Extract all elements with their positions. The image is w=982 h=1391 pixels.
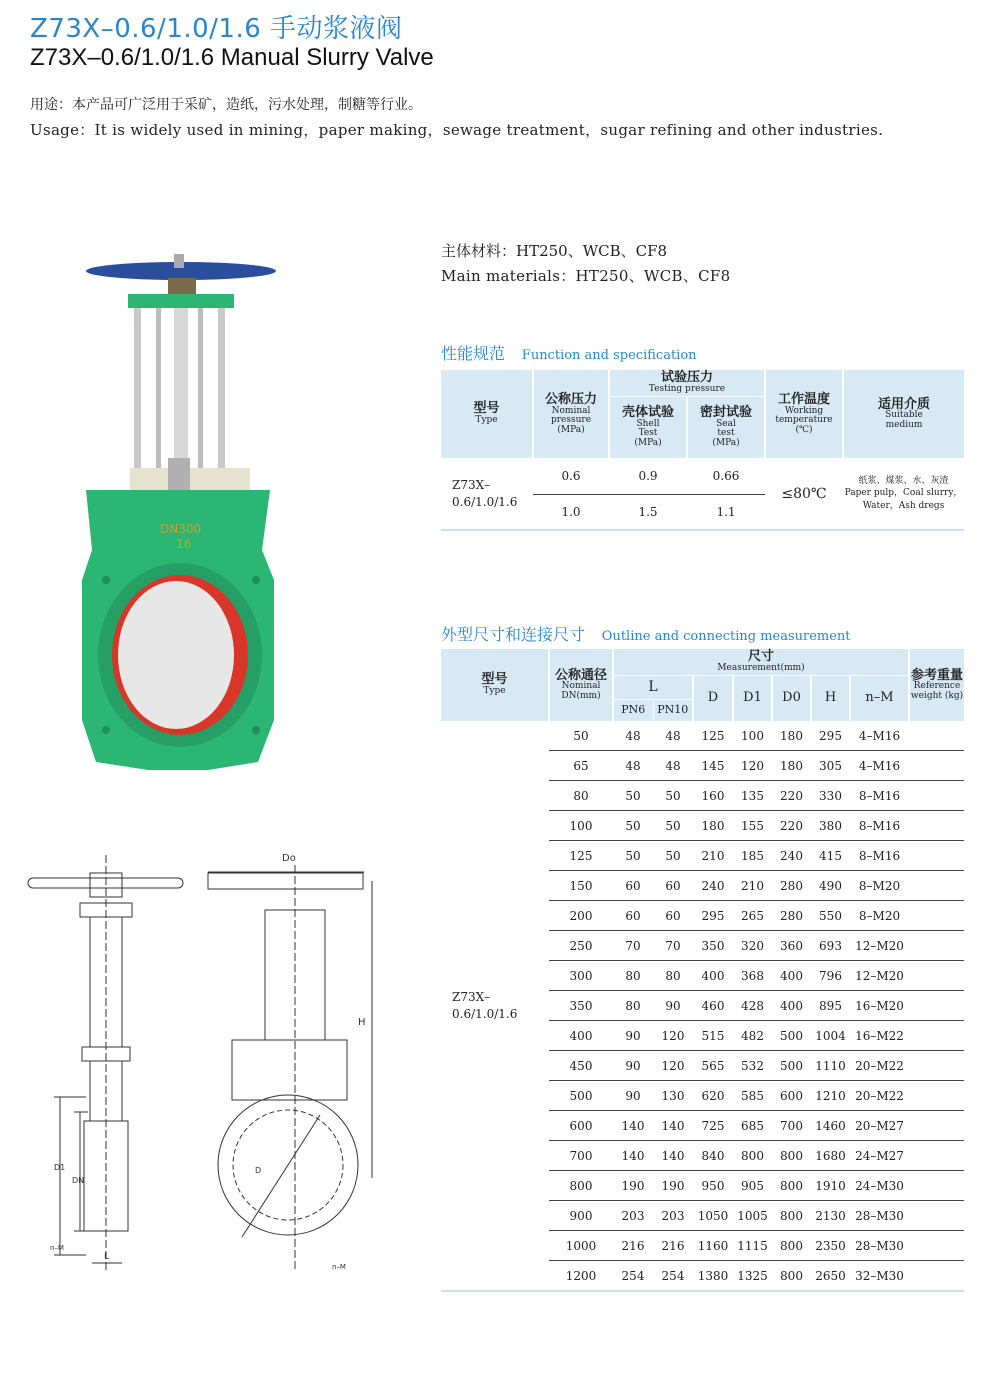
cell-d0: 220 [772, 811, 811, 841]
cell-d: 1050 [693, 1201, 733, 1231]
cell-h: 330 [811, 781, 850, 811]
cell-d1: 210 [733, 871, 772, 901]
cell-l-pn10: 60 [653, 901, 693, 931]
cell-d0: 800 [772, 1171, 811, 1201]
spec-head-temp-en3: (℃) [795, 424, 813, 435]
cell-nm: 8–M16 [850, 841, 909, 871]
cell-d: 1160 [693, 1231, 733, 1261]
title-cn: Z73X–0.6/1.0/1.6 手动浆液阀 [30, 14, 403, 44]
cell-d1: 800 [733, 1141, 772, 1171]
cell-nm: 24–M27 [850, 1141, 909, 1171]
outline-head-type [441, 649, 549, 721]
cell-dn: 400 [549, 1021, 613, 1051]
cell-d1: 185 [733, 841, 772, 871]
cell-nm: 28–M30 [850, 1231, 909, 1261]
valve-photo [78, 250, 308, 770]
technical-drawing [20, 845, 420, 1285]
cell-nm: 4–M16 [850, 751, 909, 781]
spec-head-shell-en1: Shell [636, 418, 660, 429]
cell-l-pn10: 254 [653, 1261, 693, 1292]
cell-dn: 350 [549, 991, 613, 1021]
cell-d1: 368 [733, 961, 772, 991]
cell-l-pn6: 60 [613, 901, 653, 931]
cell-l-pn10: 50 [653, 841, 693, 871]
cell-l-pn6: 48 [613, 721, 653, 751]
cell-dn: 900 [549, 1201, 613, 1231]
cell-d0: 700 [772, 1111, 811, 1141]
cell-l-pn10: 50 [653, 811, 693, 841]
cell-d0: 500 [772, 1021, 811, 1051]
outline-head-dn [549, 649, 613, 721]
spec-head-seal [687, 396, 765, 458]
cell-nm: 32–M30 [850, 1261, 909, 1292]
label-d1: D1 [54, 1163, 66, 1172]
cell-l-pn6: 140 [613, 1111, 653, 1141]
cell-l-pn10: 216 [653, 1231, 693, 1261]
outline-head-weight-cn: 参考重量 [910, 667, 963, 683]
cell-l-pn10: 80 [653, 961, 693, 991]
spec-head-type-cn: 型号 [473, 401, 500, 417]
spec-head-pn [533, 370, 609, 458]
cell-l-pn6: 70 [613, 931, 653, 961]
cell-h: 550 [811, 901, 850, 931]
cell-weight [909, 1021, 964, 1051]
cell-h: 693 [811, 931, 850, 961]
cell-d1: 482 [733, 1021, 772, 1051]
cell-d: 1380 [693, 1261, 733, 1292]
cell-h: 895 [811, 991, 850, 1021]
cell-l-pn6: 90 [613, 1051, 653, 1081]
outline-head-h: H [811, 675, 850, 721]
cell-l-pn6: 50 [613, 811, 653, 841]
outline-head-dn-en2: DN(mm) [561, 690, 601, 701]
spec-head-pn-en1: Nominal [551, 405, 591, 416]
cell-dn: 80 [549, 781, 613, 811]
cell-nm: 16–M22 [850, 1021, 909, 1051]
cell-l-pn6: 140 [613, 1141, 653, 1171]
cell-l-pn10: 60 [653, 871, 693, 901]
outline-head-pn10: PN10 [653, 699, 693, 721]
spec-head-seal-en2: test [717, 428, 735, 439]
cell-l-pn10: 140 [653, 1141, 693, 1171]
outline-table-body [441, 721, 964, 1291]
cell-l-pn6: 90 [613, 1081, 653, 1111]
cell-d: 145 [693, 751, 733, 781]
cell-d: 160 [693, 781, 733, 811]
cell-weight [909, 1141, 964, 1171]
cell-d0: 180 [772, 751, 811, 781]
cell-nm: 16–M20 [850, 991, 909, 1021]
spec-seal-1: 1.1 [687, 494, 765, 530]
cell-l-pn10: 48 [653, 721, 693, 751]
outline-title-cn: 外型尺寸和连接尺寸 [441, 625, 586, 644]
cell-l-pn6: 203 [613, 1201, 653, 1231]
cell-d1: 1325 [733, 1261, 772, 1292]
cell-h: 2130 [811, 1201, 850, 1231]
label-nm-right: n–M [332, 1263, 346, 1271]
usage-en: Usage：It is widely used in mining，paper making，sewage treatment，sugar refining and other industries. [30, 121, 884, 139]
cell-d0: 280 [772, 901, 811, 931]
table-row [441, 721, 964, 751]
cell-nm: 20–M22 [850, 1081, 909, 1111]
cell-dn: 250 [549, 931, 613, 961]
cell-d: 515 [693, 1021, 733, 1051]
cell-h: 2650 [811, 1261, 850, 1292]
cell-d1: 685 [733, 1111, 772, 1141]
spec-medium-cn: 纸浆、煤浆、水、灰渣 [858, 476, 949, 487]
materials-cn: 主体材料：HT250、WCB、CF8 [441, 242, 668, 260]
spec-head-temp-en1: Working [784, 405, 824, 416]
cell-h: 1460 [811, 1111, 850, 1141]
cell-d0: 180 [772, 721, 811, 751]
cell-dn: 450 [549, 1051, 613, 1081]
spec-head-pn-en2: pressure [550, 415, 592, 426]
cell-nm: 8–M16 [850, 781, 909, 811]
spec-head-medium-en2: medium [885, 419, 923, 430]
cell-nm: 8–M20 [850, 871, 909, 901]
cell-d: 350 [693, 931, 733, 961]
cell-d1: 265 [733, 901, 772, 931]
cell-weight [909, 901, 964, 931]
cell-d1: 532 [733, 1051, 772, 1081]
outline-head-d: D [693, 675, 733, 721]
cell-nm: 20–M22 [850, 1051, 909, 1081]
cell-d: 180 [693, 811, 733, 841]
cell-h: 2350 [811, 1231, 850, 1261]
spec-head-temp-cn: 工作温度 [777, 392, 830, 408]
spec-head-temp [765, 370, 843, 458]
outline-head-type-en: Type [483, 686, 506, 697]
spec-head-pn-cn: 公称压力 [544, 392, 597, 408]
spec-head-test-en: Testing pressure [648, 383, 726, 394]
outline-head-size-cn: 尺寸 [747, 649, 774, 665]
cell-h: 1680 [811, 1141, 850, 1171]
cell-d1: 905 [733, 1171, 772, 1201]
spec-medium-cell [843, 458, 964, 530]
outline-head-d0: D0 [772, 675, 811, 721]
label-d: D [255, 1166, 262, 1175]
cell-nm: 8–M20 [850, 901, 909, 931]
cell-d0: 800 [772, 1141, 811, 1171]
cell-l-pn6: 80 [613, 991, 653, 1021]
cell-l-pn6: 216 [613, 1231, 653, 1261]
cell-l-pn10: 190 [653, 1171, 693, 1201]
cell-nm: 12–M20 [850, 931, 909, 961]
spec-seal-0: 0.66 [687, 458, 765, 494]
cell-d: 400 [693, 961, 733, 991]
spec-head-test [609, 370, 765, 396]
cell-h: 1910 [811, 1171, 850, 1201]
cell-d: 950 [693, 1171, 733, 1201]
spec-head-seal-en3: (MPa) [712, 437, 740, 448]
cell-dn: 800 [549, 1171, 613, 1201]
cell-weight [909, 1051, 964, 1081]
cell-l-pn6: 60 [613, 871, 653, 901]
cell-d: 295 [693, 901, 733, 931]
cell-weight [909, 721, 964, 751]
cell-l-pn10: 120 [653, 1021, 693, 1051]
cell-l-pn10: 48 [653, 751, 693, 781]
cell-l-pn6: 50 [613, 841, 653, 871]
spec-head-shell-en2: Test [638, 428, 658, 439]
cell-d0: 800 [772, 1231, 811, 1261]
cell-weight [909, 931, 964, 961]
cell-dn: 200 [549, 901, 613, 931]
cell-d0: 220 [772, 781, 811, 811]
outline-model-cell [441, 721, 549, 1291]
spec-medium-en2: Water，Ash dregs [862, 500, 945, 511]
cell-d: 125 [693, 721, 733, 751]
outline-head-weight-en2: weight (kg) [910, 690, 964, 701]
cell-d0: 500 [772, 1051, 811, 1081]
cell-weight [909, 1171, 964, 1201]
cell-l-pn10: 130 [653, 1081, 693, 1111]
cell-d1: 320 [733, 931, 772, 961]
cell-weight [909, 1111, 964, 1141]
outline-model-line1: Z73X– [452, 990, 491, 1005]
cell-d0: 360 [772, 931, 811, 961]
cell-d1: 100 [733, 721, 772, 751]
cell-dn: 700 [549, 1141, 613, 1171]
cell-nm: 8–M16 [850, 811, 909, 841]
cell-dn: 125 [549, 841, 613, 871]
cell-weight [909, 1231, 964, 1261]
cell-weight [909, 841, 964, 871]
spec-head-shell-cn: 壳体试验 [621, 405, 674, 421]
cell-d: 240 [693, 871, 733, 901]
cell-h: 295 [811, 721, 850, 751]
cell-l-pn10: 140 [653, 1111, 693, 1141]
label-nm-left: n–M [50, 1244, 64, 1252]
cell-l-pn6: 90 [613, 1021, 653, 1051]
cell-dn: 1000 [549, 1231, 613, 1261]
cell-l-pn6: 254 [613, 1261, 653, 1292]
cell-d1: 135 [733, 781, 772, 811]
outline-head-weight [909, 649, 964, 721]
cell-h: 796 [811, 961, 850, 991]
cell-d: 210 [693, 841, 733, 871]
title-en: Z73X–0.6/1.0/1.6 Manual Slurry Valve [30, 44, 434, 71]
outline-head-d1: D1 [733, 675, 772, 721]
cell-l-pn6: 48 [613, 751, 653, 781]
cell-dn: 65 [549, 751, 613, 781]
cell-weight [909, 751, 964, 781]
cell-d1: 155 [733, 811, 772, 841]
cell-dn: 300 [549, 961, 613, 991]
materials-en: Main materials：HT250、WCB、CF8 [441, 267, 731, 285]
outline-head-size-en: Measurement(mm) [717, 662, 805, 673]
spec-medium-en1: Paper pulp，Coal slurry， [844, 488, 963, 499]
cell-weight [909, 781, 964, 811]
casting-text: DN300 [160, 522, 202, 536]
cell-nm: 28–M30 [850, 1201, 909, 1231]
cell-d0: 400 [772, 961, 811, 991]
spec-shell-1: 1.5 [609, 494, 687, 530]
cell-weight [909, 991, 964, 1021]
label-dn: DN [72, 1176, 85, 1185]
casting-text-2: 16 [176, 537, 192, 551]
cell-l-pn6: 50 [613, 781, 653, 811]
spec-head-type-en: Type [475, 415, 498, 426]
cell-d: 840 [693, 1141, 733, 1171]
spec-temp: ≤80℃ [765, 458, 843, 530]
label-do: Do [282, 853, 296, 864]
cell-dn: 1200 [549, 1261, 613, 1292]
cell-h: 1210 [811, 1081, 850, 1111]
spec-title-cn: 性能规范 [441, 344, 506, 363]
outline-head-size [613, 649, 909, 675]
spec-head-test-cn: 试验压力 [660, 370, 713, 386]
outline-head-weight-en1: Reference [913, 681, 961, 692]
outline-head-pn6: PN6 [613, 699, 653, 721]
cell-h: 305 [811, 751, 850, 781]
spec-head-medium [843, 370, 964, 458]
cell-dn: 500 [549, 1081, 613, 1111]
cell-d1: 585 [733, 1081, 772, 1111]
label-l: L [104, 1252, 110, 1262]
cell-nm: 4–M16 [850, 721, 909, 751]
cell-d1: 428 [733, 991, 772, 1021]
outline-head-l: L [613, 675, 693, 699]
cell-d0: 400 [772, 991, 811, 1021]
cell-d1: 120 [733, 751, 772, 781]
cell-nm: 24–M30 [850, 1171, 909, 1201]
cell-weight [909, 1201, 964, 1231]
cell-d1: 1115 [733, 1231, 772, 1261]
cell-l-pn6: 80 [613, 961, 653, 991]
outline-table [441, 649, 964, 1292]
spec-head-shell [609, 396, 687, 458]
spec-title-en: Function and specification [521, 348, 697, 363]
cell-h: 380 [811, 811, 850, 841]
outline-model-line2: 0.6/1.0/1.6 [452, 1006, 518, 1021]
cell-h: 1004 [811, 1021, 850, 1051]
spec-head-seal-cn: 密封试验 [699, 405, 752, 421]
spec-head-temp-en2: temperature [775, 415, 833, 426]
spec-model-cell [441, 458, 533, 530]
cell-d: 725 [693, 1111, 733, 1141]
cell-nm: 20–M27 [850, 1111, 909, 1141]
spec-pn-1: 1.0 [533, 494, 609, 530]
outline-head-dn-en1: Nominal [561, 681, 601, 692]
label-h: H [358, 1017, 366, 1028]
outline-head-dn-cn: 公称通径 [554, 667, 607, 683]
cell-weight [909, 871, 964, 901]
cell-weight [909, 961, 964, 991]
cell-d0: 280 [772, 871, 811, 901]
cell-nm: 12–M20 [850, 961, 909, 991]
cell-d0: 240 [772, 841, 811, 871]
cell-d1: 1005 [733, 1201, 772, 1231]
spec-section-title [441, 341, 697, 364]
cell-h: 1110 [811, 1051, 850, 1081]
cell-weight [909, 1261, 964, 1292]
cell-dn: 100 [549, 811, 613, 841]
outline-title-en: Outline and connecting measurement [601, 629, 851, 644]
spec-table [441, 370, 964, 531]
cell-weight [909, 1081, 964, 1111]
spec-head-medium-en1: Suitable [885, 410, 923, 421]
cell-l-pn10: 70 [653, 931, 693, 961]
cell-d0: 800 [772, 1261, 811, 1292]
spec-head-shell-en3: (MPa) [634, 437, 662, 448]
spec-shell-0: 0.9 [609, 458, 687, 494]
spec-head-medium-cn: 适用介质 [877, 396, 930, 412]
cell-dn: 600 [549, 1111, 613, 1141]
cell-h: 415 [811, 841, 850, 871]
cell-h: 490 [811, 871, 850, 901]
cell-d: 460 [693, 991, 733, 1021]
outline-section-title [441, 622, 851, 645]
spec-model-line2: 0.6/1.0/1.6 [452, 494, 518, 509]
cell-d: 620 [693, 1081, 733, 1111]
usage-cn: 用途：本产品可广泛用于采矿，造纸，污水处理，制糖等行业。 [30, 97, 422, 113]
cell-l-pn10: 203 [653, 1201, 693, 1231]
cell-l-pn10: 120 [653, 1051, 693, 1081]
cell-d0: 600 [772, 1081, 811, 1111]
cell-d: 565 [693, 1051, 733, 1081]
spec-head-pn-en3: (MPa) [557, 424, 585, 435]
cell-dn: 150 [549, 871, 613, 901]
outline-head-nm: n–M [850, 675, 909, 721]
cell-l-pn6: 190 [613, 1171, 653, 1201]
spec-head-seal-en1: Seal [716, 418, 736, 429]
cell-l-pn10: 90 [653, 991, 693, 1021]
spec-model-line1: Z73X– [452, 477, 491, 492]
cell-d0: 800 [772, 1201, 811, 1231]
outline-head-type-cn: 型号 [481, 672, 508, 688]
spec-head-type [441, 370, 533, 458]
cell-l-pn10: 50 [653, 781, 693, 811]
cell-weight [909, 811, 964, 841]
cell-dn: 50 [549, 721, 613, 751]
spec-pn-0: 0.6 [533, 458, 609, 494]
